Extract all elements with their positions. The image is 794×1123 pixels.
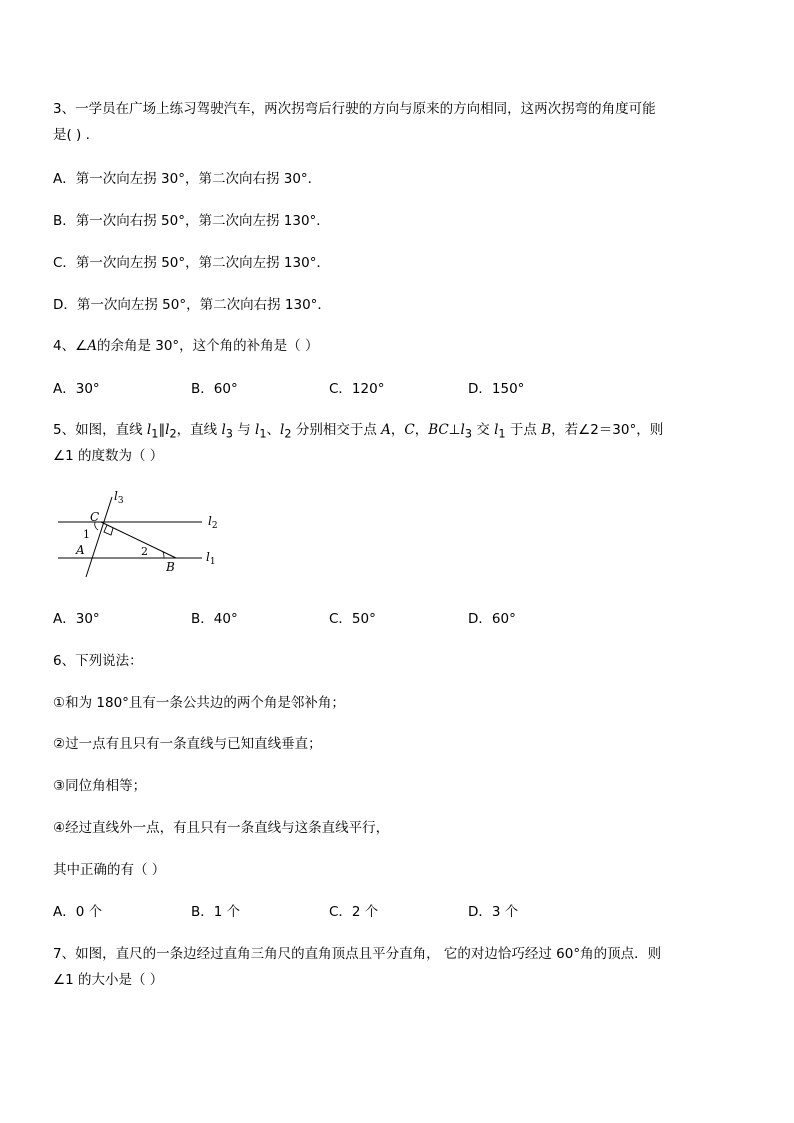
right-angle-mark <box>104 525 113 535</box>
q6-statement-3: ③同位角相等； <box>53 778 147 794</box>
q3-stem-line2: 是( ) . <box>53 127 90 143</box>
q3-option-d: D．第一次向左拐 50°，第二次向右拐 130°． <box>53 297 331 313</box>
q7-stem-line2: ∠1 的大小是（ ） <box>53 972 164 988</box>
label-l1: $l_1$ <box>206 550 216 567</box>
q3-option-a: A．第一次向左拐 30°，第二次向右拐 30°． <box>53 171 322 187</box>
q6-statement-2: ②过一点有且只有一条直线与已知直线垂直； <box>53 736 322 752</box>
label-l3: $l_3$ <box>114 489 124 506</box>
q5-option-d: D．60° <box>468 611 516 627</box>
q5-stem-line2: ∠1 的度数为（ ） <box>53 448 164 464</box>
angle-2-arc <box>163 552 164 558</box>
q3-option-b: B．第一次向右拐 50°，第二次向左拐 130°． <box>53 213 330 229</box>
q7-stem-line1: 7、如图，直尺的一条边经过直角三角尺的直角顶点且平分直角， 它的对边恰巧经过 60°角的顶点．则 <box>53 946 662 962</box>
q5-option-c: C．50° <box>329 611 376 627</box>
q4-stem: 4、∠A的余角是 30°，这个角的补角是（ ） <box>53 338 319 354</box>
label-b: B <box>166 560 175 574</box>
q5-option-a: A．30° <box>53 611 100 627</box>
q6-option-d: D．3 个 <box>468 904 519 920</box>
q3-option-c: C．第一次向左拐 50°，第二次向左拐 130°． <box>53 255 330 271</box>
q6-statement-4: ④经过直线外一点，有且只有一条直线与这条直线平行， <box>53 820 390 836</box>
q5-geometry-figure <box>50 485 225 580</box>
q6-option-c: C．2 个 <box>329 904 379 920</box>
label-l2: $l_2$ <box>208 514 218 531</box>
q6-title: 6、下列说法： <box>53 653 143 669</box>
label-angle-1: 1 <box>83 528 90 541</box>
label-c: C <box>90 510 100 524</box>
q6-option-b: B．1 个 <box>191 904 241 920</box>
q6-option-a: A．0 个 <box>53 904 103 920</box>
q4-option-d: D．150° <box>468 381 525 397</box>
q6-question: 其中正确的有（ ） <box>53 862 166 878</box>
q4-option-c: C．120° <box>329 381 385 397</box>
label-angle-2: 2 <box>141 545 148 558</box>
segment-bc <box>101 522 176 558</box>
q4-option-b: B．60° <box>191 381 238 397</box>
q6-statement-1: ①和为 180°且有一条公共边的两个角是邻补角； <box>53 695 345 711</box>
label-a: A <box>76 543 85 557</box>
q5-stem-line1: 5、如图，直线 $l_1\parallel l_2$，直线 $l_3$ 与 $l_1$、$l_2$ 分别相交于点 A，C，$BC\perp l_3$ 交 $l_1$ 于点 B，若∠2＝30°，则 <box>53 422 664 441</box>
q5-option-b: B．40° <box>191 611 238 627</box>
q3-stem-line1: 3、一学员在广场上练习驾驶汽车，两次拐弯后行驶的方向与原来的方向相同，这两次拐弯的角度可能 <box>53 101 656 117</box>
q4-option-a: A．30° <box>53 381 100 397</box>
